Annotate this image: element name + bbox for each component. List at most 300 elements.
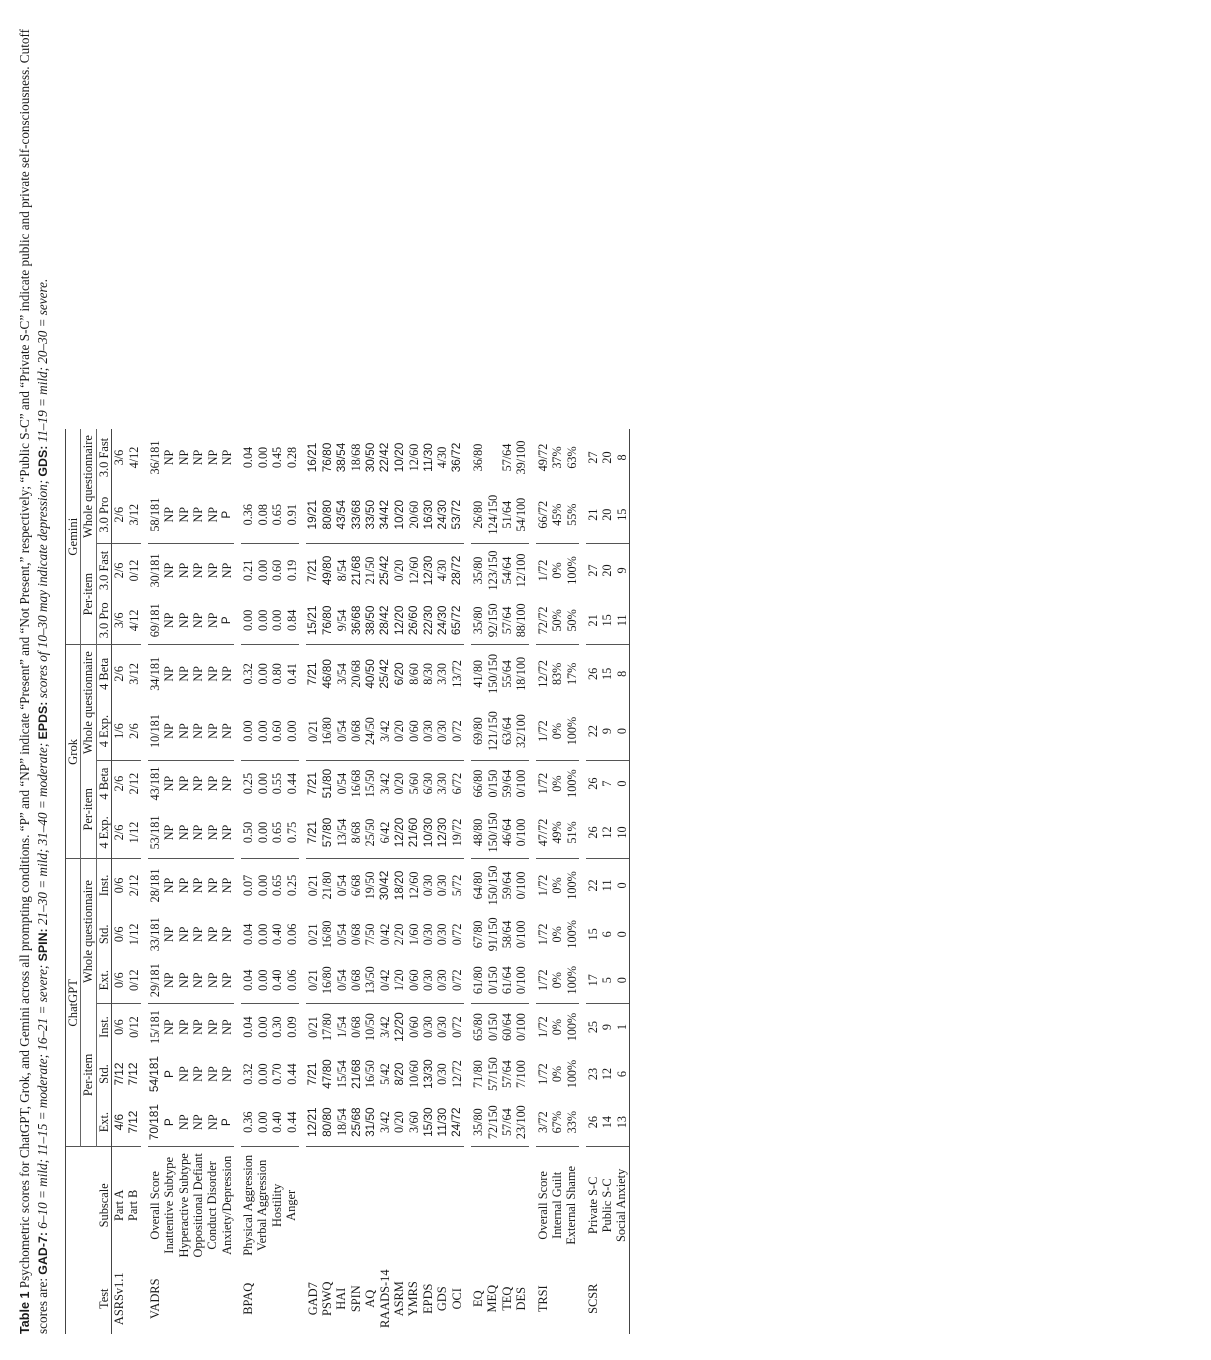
cell-value: NP (191, 666, 206, 682)
cell-value: 0% (550, 926, 565, 943)
cell-value: 1/12 (126, 807, 140, 859)
cell-value: 7/100 (514, 1060, 529, 1088)
cell-test: MEQ (485, 1284, 500, 1313)
cell-value: 7/21 (305, 1062, 320, 1086)
cell-value: 80/80 (320, 486, 334, 544)
table-row (320, 429, 334, 1334)
cell-value: 76/80 (319, 442, 334, 473)
cell-value: 25/50 (363, 807, 377, 859)
cell-value: 17/80 (320, 1013, 335, 1041)
cell-value: 150/150 (485, 865, 500, 906)
table-row (162, 429, 176, 1334)
cell-value: 47/72 (536, 807, 550, 859)
cell-value: 23/100 (514, 1098, 528, 1147)
cell-value: NP (205, 1098, 219, 1147)
cell-value: 20/60 (406, 486, 420, 544)
cell-value: 0/100 (514, 920, 529, 949)
table-row (435, 429, 449, 1334)
cell-value: 8/68 (349, 807, 363, 859)
cell-value (485, 429, 499, 486)
cell-value: 25 (585, 1020, 600, 1034)
cell-test (284, 1263, 298, 1334)
cell-value: 66/80 (471, 769, 486, 798)
cell-value: 15/30 (421, 1098, 435, 1147)
cell-value: 100% (564, 556, 579, 585)
cell-value: 33/68 (349, 486, 363, 544)
cell-value: 0/21 (306, 957, 320, 1003)
cell-value: 5/60 (406, 772, 421, 795)
cell-value: 0.00 (255, 957, 269, 1003)
cell-value: 1/72 (536, 702, 550, 760)
cell-test: ASRSv1.1 (111, 1272, 126, 1326)
spacer-cell (81, 1147, 96, 1264)
cell-value: 15/21 (306, 596, 320, 644)
cell-value: 20 (600, 486, 614, 544)
cell-value: NP (220, 807, 234, 859)
cell-subscale (471, 1147, 485, 1264)
psychometric-scores-table (65, 429, 630, 1334)
cell-value: NP (191, 1019, 206, 1035)
cell-value: 35/80 (471, 596, 485, 644)
cell-test (255, 1263, 269, 1334)
cell-value: NP (219, 877, 234, 894)
cell-value: 3/12 (126, 486, 140, 544)
cell-value: 2/6 (112, 775, 127, 792)
cell-subscale (514, 1147, 528, 1264)
table-row (363, 429, 377, 1334)
header-col-30pro: 3.0 Pro (96, 596, 111, 644)
row-group-spacer (234, 429, 241, 1334)
cell-value: 0% (550, 562, 565, 579)
cell-test: DES (514, 1287, 529, 1311)
cell-value: 121/150 (485, 702, 499, 760)
cell-value: NP (162, 926, 177, 943)
table-row (406, 429, 420, 1334)
cell-value: 6/68 (349, 874, 364, 897)
cell-value: 0/12 (126, 1016, 141, 1038)
mode-whole-questionnaire: Whole questionnaire (81, 645, 96, 760)
cell-value: 19/50 (363, 871, 378, 900)
cell-value: 1/72 (535, 874, 550, 897)
cell-value: 35/80 (471, 556, 486, 585)
cell-value: P (220, 596, 234, 644)
cell-subscale: External Shame (564, 1165, 579, 1245)
cell-subscale: Private S-C (585, 1176, 600, 1235)
cell-value: 53/72 (450, 486, 464, 544)
cell-value: 46/64 (500, 807, 514, 859)
cell-value: 2/6 (112, 666, 127, 682)
cell-value: 54/100 (514, 486, 528, 544)
cell-subscale: Social Anxiety (614, 1147, 629, 1264)
cell-value: 6/42 (378, 807, 392, 859)
cell-subscale: Anger (284, 1189, 299, 1221)
cell-value: 0.09 (284, 1016, 299, 1038)
caption-label: Table 1 (18, 1291, 32, 1334)
table-row (177, 429, 191, 1334)
cell-value: NP (162, 1019, 177, 1035)
cell-value: 10/20 (392, 486, 406, 544)
cell-value: 0/68 (349, 702, 363, 760)
cell-value: 0.36 (241, 486, 255, 544)
cell-value: 8/60 (406, 663, 421, 685)
cell-value: NP (162, 807, 176, 859)
cell-test: OCI (449, 1288, 464, 1310)
cell-value: 0.40 (270, 1098, 284, 1147)
cell-test (600, 1263, 614, 1334)
cell-value: 11/30 (420, 443, 435, 472)
cell-value: 0.32 (241, 1063, 256, 1085)
cell-value: NP (176, 562, 191, 579)
header-col-inst: Inst. (96, 1004, 111, 1050)
cell-value: NP (220, 957, 234, 1003)
cell-value: 0% (550, 877, 565, 894)
cell-value: 0/30 (421, 702, 435, 760)
cell-test: ASRM (392, 1281, 406, 1317)
cell-value: 0/6 (111, 957, 126, 1003)
cell-value: 0.60 (270, 559, 285, 582)
cell-value: 16/50 (363, 1060, 378, 1088)
cell-value: 49% (550, 807, 564, 859)
cell-value: 15/181 (148, 1010, 162, 1044)
cell-value: NP (191, 957, 205, 1003)
cell-value: 4/30 (435, 559, 450, 582)
cell-value: 0/6 (112, 926, 127, 943)
cell-test (177, 1263, 191, 1334)
cell-value: 12/100 (514, 553, 529, 588)
cell-value: 0.04 (241, 446, 256, 469)
cell-value: 0.45 (270, 446, 285, 469)
cell-value: 8/30 (421, 663, 436, 685)
table-row (500, 429, 514, 1334)
cell-value: NP (205, 775, 220, 792)
cell-value: 0 (614, 859, 629, 911)
cell-value: 10/50 (363, 1013, 378, 1041)
cell-value: 34/181 (148, 656, 162, 691)
cell-value: 58/64 (499, 920, 514, 949)
table-row (392, 429, 406, 1334)
cell-value: 0.44 (284, 1063, 299, 1085)
cell-value: 67% (550, 1098, 564, 1147)
cell-value: 0/30 (435, 874, 450, 897)
cell-value: 0.00 (255, 702, 269, 760)
mode-per-item: Per-item (81, 1004, 96, 1147)
cell-value: 13/50 (363, 957, 377, 1003)
cell-test: EQ (470, 1290, 485, 1307)
cell-value: 49/72 (535, 443, 550, 472)
cell-value: 0.91 (284, 486, 298, 544)
cell-value: NP (219, 1066, 234, 1082)
cell-value: 50% (550, 596, 564, 644)
cell-value: 100% (564, 769, 579, 798)
cell-value: 0/30 (435, 1063, 450, 1085)
cell-value: 16/21 (305, 442, 320, 473)
cell-value: NP (176, 1066, 191, 1082)
cell-value: 0.21 (241, 559, 256, 582)
cell-value: 0.65 (270, 807, 284, 859)
cell-value: NP (162, 562, 177, 579)
cell-value: NP (205, 449, 220, 466)
caption-gad7-label: GAD-7: (36, 1232, 51, 1275)
cell-value: 3/72 (536, 1098, 550, 1147)
model-group-gemini: Gemini (65, 429, 81, 645)
cell-value: 6/72 (449, 772, 464, 795)
cell-value: 0.06 (284, 957, 298, 1003)
cell-value: 15 (600, 596, 614, 644)
cell-value: 2/20 (392, 923, 407, 946)
cell-value: 39/100 (514, 440, 529, 475)
cell-value: 16/80 (320, 957, 334, 1003)
cell-value: 0.00 (255, 446, 270, 469)
cell-subscale: Oppositional Defiant (190, 1153, 205, 1258)
cell-value: 100% (564, 920, 579, 949)
cell-value: 7/21 (305, 559, 320, 582)
spacer-cell (81, 1263, 96, 1334)
cell-value: 0/72 (450, 957, 464, 1003)
cell-value: 21/80 (320, 871, 335, 900)
cell-value: 0.00 (255, 807, 269, 859)
cell-value: 21/60 (406, 807, 420, 859)
cell-value: 6 (614, 1050, 629, 1098)
column-label-row (96, 429, 111, 1334)
cell-value: 0/21 (306, 702, 320, 760)
cell-value: 7/50 (363, 923, 378, 946)
cell-value: 27 (585, 451, 600, 464)
cell-value: 37% (550, 446, 565, 469)
table-row (205, 429, 219, 1334)
cell-value: 57/64 (500, 596, 514, 644)
cell-value: 21/68 (348, 555, 363, 586)
cell-value: 18/100 (514, 656, 529, 691)
cell-value: 0/30 (435, 923, 450, 946)
cell-value: NP (177, 807, 191, 859)
cell-value: 1/20 (392, 957, 406, 1003)
cell-value: 51/64 (500, 486, 514, 544)
cell-value: 21 (586, 486, 600, 544)
cell-value: 19/72 (450, 807, 464, 859)
cell-value: 38/54 (334, 442, 349, 473)
cell-value: 0/21 (305, 923, 320, 946)
cell-value: 43/54 (334, 486, 348, 544)
cell-test (614, 1263, 629, 1334)
cell-test (270, 1263, 284, 1334)
table-row (421, 429, 435, 1334)
cell-value: 3/6 (112, 449, 127, 466)
cell-test: GDS (435, 1286, 450, 1312)
cell-value: 0/21 (305, 874, 320, 897)
cell-value: 0.55 (270, 772, 285, 795)
cell-value: 18/54 (334, 1098, 348, 1147)
table-row (485, 429, 499, 1334)
cell-value: 33/50 (363, 486, 377, 544)
cell-value: 55/64 (499, 659, 514, 688)
cell-value: 28/72 (449, 555, 464, 586)
mode-whole-questionnaire: Whole questionnaire (81, 859, 96, 1004)
cell-value: 0/100 (514, 769, 529, 798)
cell-value: NP (191, 1098, 205, 1147)
cell-test (126, 1263, 140, 1334)
cell-value: 16/68 (349, 769, 364, 798)
cell-value: NP (162, 957, 176, 1003)
caption-epds-values: scores of 10–30 may indicate depression; (35, 479, 51, 699)
header-col-30pro: 3.0 Pro (96, 486, 111, 544)
cell-value: 29/181 (148, 957, 162, 1003)
cell-subscale: Hyperactive Subtype (176, 1153, 191, 1258)
table-row (111, 429, 126, 1334)
cell-value: 0.00 (255, 559, 270, 582)
cell-value: 0.00 (255, 1016, 270, 1038)
cell-value: 16/80 (320, 920, 335, 949)
cell-value: NP (162, 775, 177, 792)
cell-value: 14 (600, 1098, 614, 1147)
cell-value: 0/42 (378, 957, 392, 1003)
caption-spin-label: SPIN: (36, 928, 51, 962)
cell-value: 20/68 (349, 659, 364, 688)
cell-value: 57/80 (320, 807, 334, 859)
cell-subscale: Part A (111, 1189, 126, 1221)
cell-value: 0/150 (485, 1013, 500, 1041)
cell-value: 66/72 (536, 486, 550, 544)
model-group-chatgpt: ChatGPT (65, 859, 81, 1147)
cell-test: HAI (334, 1287, 349, 1310)
cell-value: NP (205, 702, 219, 760)
cell-value: 20 (600, 451, 615, 464)
cell-test (205, 1263, 219, 1334)
cell-value: 3/60 (406, 1098, 420, 1147)
cell-value: 12/30 (435, 807, 449, 859)
cell-value: NP (176, 1019, 191, 1035)
cell-test: EPDS (420, 1283, 435, 1314)
header-col-30fast: 3.0 Fast (96, 429, 111, 486)
cell-value: NP (177, 702, 191, 760)
cell-value: 100% (564, 1012, 579, 1042)
cell-value: 3/30 (435, 663, 450, 685)
cell-value: 0/42 (377, 923, 392, 946)
cell-value: NP (191, 702, 205, 760)
table-row (349, 429, 363, 1334)
cell-value: NP (177, 957, 191, 1003)
cell-value: 13/54 (334, 807, 348, 859)
cell-subscale: Part B (126, 1189, 141, 1221)
cell-subscale (306, 1147, 320, 1264)
cell-value: 2/6 (126, 702, 140, 760)
cell-value: 0.40 (270, 957, 284, 1003)
cell-value: 0/30 (435, 957, 449, 1003)
caption-gds-values: 11–19 = mild; 20–30 = severe. (35, 278, 51, 443)
cell-value: 3/42 (378, 1098, 392, 1147)
cell-test: TRSI (535, 1285, 550, 1313)
cell-value: 51% (564, 807, 578, 859)
cell-value: 0.65 (270, 486, 284, 544)
mode-per-item: Per-item (81, 760, 96, 859)
cell-subscale (435, 1147, 449, 1264)
cell-value: P (220, 1098, 234, 1147)
cell-value: 70/181 (148, 1098, 162, 1147)
cell-value: 0/100 (514, 1013, 529, 1041)
cell-value: NP (219, 1019, 234, 1035)
cell-value: 43/181 (148, 766, 162, 801)
cell-value: 25/68 (349, 1098, 363, 1147)
cell-value: 10/60 (406, 1060, 421, 1088)
cell-value: 17% (564, 662, 579, 686)
cell-value: 20 (600, 564, 615, 577)
cell-value: 41/80 (471, 659, 486, 688)
cell-value: 0% (550, 957, 564, 1003)
cell-value: 6 (600, 931, 615, 938)
cell-value: 11 (600, 879, 615, 892)
cell-value: 45% (550, 486, 564, 544)
cell-value: NP (162, 596, 176, 644)
cell-test: RAADS-14 (377, 1269, 392, 1328)
cell-value: 49/80 (319, 555, 334, 586)
cell-value: 0/60 (406, 702, 420, 760)
cell-value: 57/64 (499, 1060, 514, 1088)
cell-value: 1/72 (535, 1063, 550, 1085)
cell-value: 0% (550, 1065, 565, 1083)
cell-value: 26/80 (471, 486, 485, 544)
table-row (550, 429, 564, 1334)
cell-value: 0/72 (450, 702, 464, 760)
cell-value: NP (205, 877, 220, 894)
header-col-ext: Ext. (96, 1098, 111, 1147)
cell-value: NP (177, 1098, 191, 1147)
cell-value: 12/60 (406, 556, 421, 585)
cell-value: 59/64 (499, 769, 514, 798)
cell-value: 0/6 (112, 1019, 127, 1035)
cell-value: NP (191, 449, 206, 466)
table-row (471, 429, 485, 1334)
cell-value: 1/6 (111, 702, 126, 760)
cell-value: NP (219, 926, 234, 943)
cell-value: 4/12 (126, 596, 140, 644)
table-row (270, 429, 284, 1334)
cell-value: 0.00 (241, 702, 255, 760)
cell-value: 0.28 (284, 446, 299, 469)
cell-value: 61/64 (500, 957, 514, 1003)
cell-value: NP (176, 926, 191, 943)
cell-value: 6/20 (391, 662, 406, 686)
cell-subscale: Hostility (269, 1183, 284, 1228)
row-group-spacer (464, 429, 471, 1334)
cell-value: 28/181 (148, 868, 162, 903)
cell-value: 12/20 (392, 596, 406, 644)
cell-test: VADRS (147, 1278, 162, 1319)
cell-test: TEQ (499, 1286, 514, 1311)
header-col-inst: Inst. (96, 859, 111, 911)
cell-subscale (485, 1147, 499, 1264)
cell-value: 2/6 (111, 486, 126, 544)
cell-value: 72/72 (536, 596, 550, 644)
cell-value: 50% (564, 596, 578, 644)
cell-value: 0.70 (270, 1063, 285, 1085)
cell-value: NP (162, 702, 176, 760)
cell-subscale (421, 1147, 435, 1264)
cell-value: 0.40 (270, 923, 285, 946)
cell-value: NP (205, 957, 219, 1003)
cell-value: 0.36 (241, 1098, 255, 1147)
cell-value: 26 (585, 667, 600, 680)
cell-value: 0/21 (305, 1016, 320, 1038)
cell-value: 1/72 (535, 559, 550, 582)
header-col-std: Std. (96, 911, 111, 957)
cell-value: 0/100 (514, 871, 529, 900)
cell-subscale: Conduct Disorder (205, 1161, 220, 1250)
cell-subscale: Inattentive Subtype (162, 1156, 177, 1254)
cell-value: 12 (600, 807, 614, 859)
table-row (514, 429, 528, 1334)
cell-value: 7/21 (305, 772, 320, 796)
cell-value: 15/50 (363, 769, 378, 798)
cell-value: NP (176, 666, 191, 682)
